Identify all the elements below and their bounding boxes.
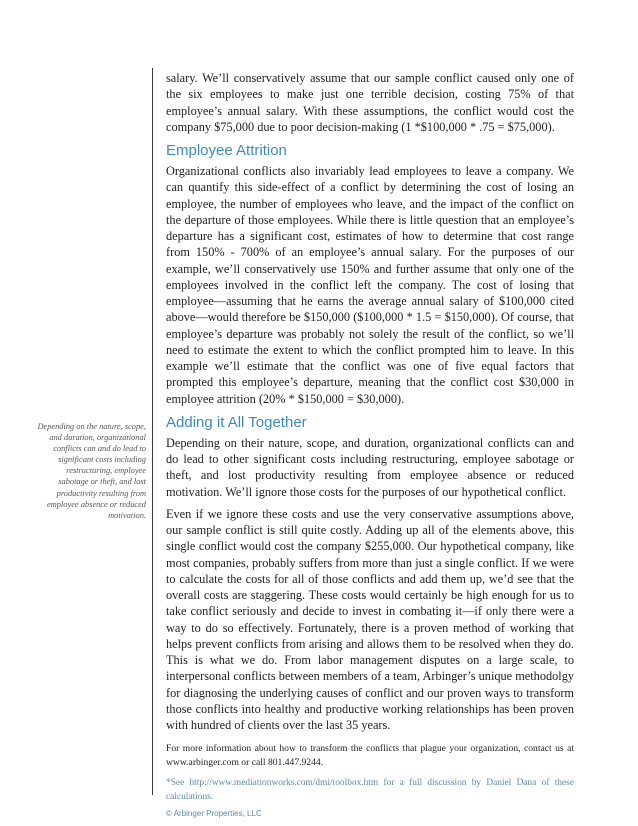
- section-heading-attrition: Employee Attrition: [166, 142, 287, 159]
- margin-rule: [152, 68, 153, 795]
- main-column: [166, 70, 574, 823]
- together-paragraph-1: Depending on their nature, scope, and duration, organizational conflicts can and do lead to other significant costs including restructuring, employee sabotage or theft, and lost productivity resulting from employee absence or reduced motivation. We’ll ignore those costs for the purposes of our hypothetical conflict.: [166, 435, 574, 499]
- together-paragraph-2: Even if we ignore these costs and use the very conservative assumptions above, our sample conflict is still quite costly. Adding up all of the elements above, this single conflict would cost the company $255,000. Our hypothetical company, like most companies, probably suffers from more than just a single conflict. If we were to calculate the costs for all of those conflicts and add them up, we’d see that the overall costs are staggering. These costs would certainly be high enough for us to take conflict seriously and decide to invest in combating it—if only there were a way to do so effectively. Fortunately, there is a proven method of working that helps prevent conflicts from arising and allows them to be resolved when they do. This is what we do. From labor management disputes on a large scale, to interpersonal conflicts between members of a team, Arbinger’s unique methodolgy for diagnosing the underlying causes of conflict and our proven ways to transform those conflicts into healthy and productive working relationships has been proven with hundred of clients over the last 35 years.: [166, 506, 574, 732]
- copyright: © Arbinger Properties, LLC: [166, 809, 262, 819]
- contact-note: For more information about how to transform the conflicts that plague your organization, contact us at www.arbinger.com or call 801.447.9244.: [166, 743, 574, 769]
- section-heading-together: Adding it All Together: [166, 413, 307, 431]
- intro-paragraph: salary. We’ll conservatively assume that our sample conflict caused only one of the six employees to make just one terrible decision, costing 75% of that employee’s annual salary. With these assumptions, the conflict would cost the company $75,000 due to poor decision-making (1 *$100,000 * .75 = $75,000).: [166, 71, 574, 134]
- attrition-paragraph: Organizational conflicts also invariably lead employees to leave a company. We can quantify this side-effect of a conflict by determining the cost of losing an employee, the number of employees who leave, and the impact of the conflict on the departure of those employees. While there is little question that an employee’s departure has a significant cost, estimates of how to determine that cost range from 150% - 700% of an employee’s annual salary. For the purposes of our example, we’ll conservatively use 150% and further assume that only one of the employees involved in the conflict left the company. The cost of losing that employee—assuming that he earns the average annual salary of $100,000 cited above—would therefore be $150,000 ($100,000 * 1.5 = $150,000). Of course, that employee’s departure was probably not solely the result of the conflict, so we’ll need to estimate the extent to which the conflict prompted him to leave. In this example we’ll estimate that the conflict was one of five equal factors that prompted this employee’s departure, meaning that the conflict cost $30,000 in employee attrition (20% * $150,000 = $30,000).: [166, 164, 574, 406]
- sidebar-pull-quote: Depending on the nature, scope, and duration, organizational conflicts can and do lead to significant costs including restructuring, employee sabotage or theft, and lost productivity resulting from employee absence or reduced motivation.: [37, 422, 146, 520]
- footnote: *See http://www.mediationworks.com/dmi/toolbox.htm for a full discussion by Daniel Dana of these calculations.: [166, 778, 574, 803]
